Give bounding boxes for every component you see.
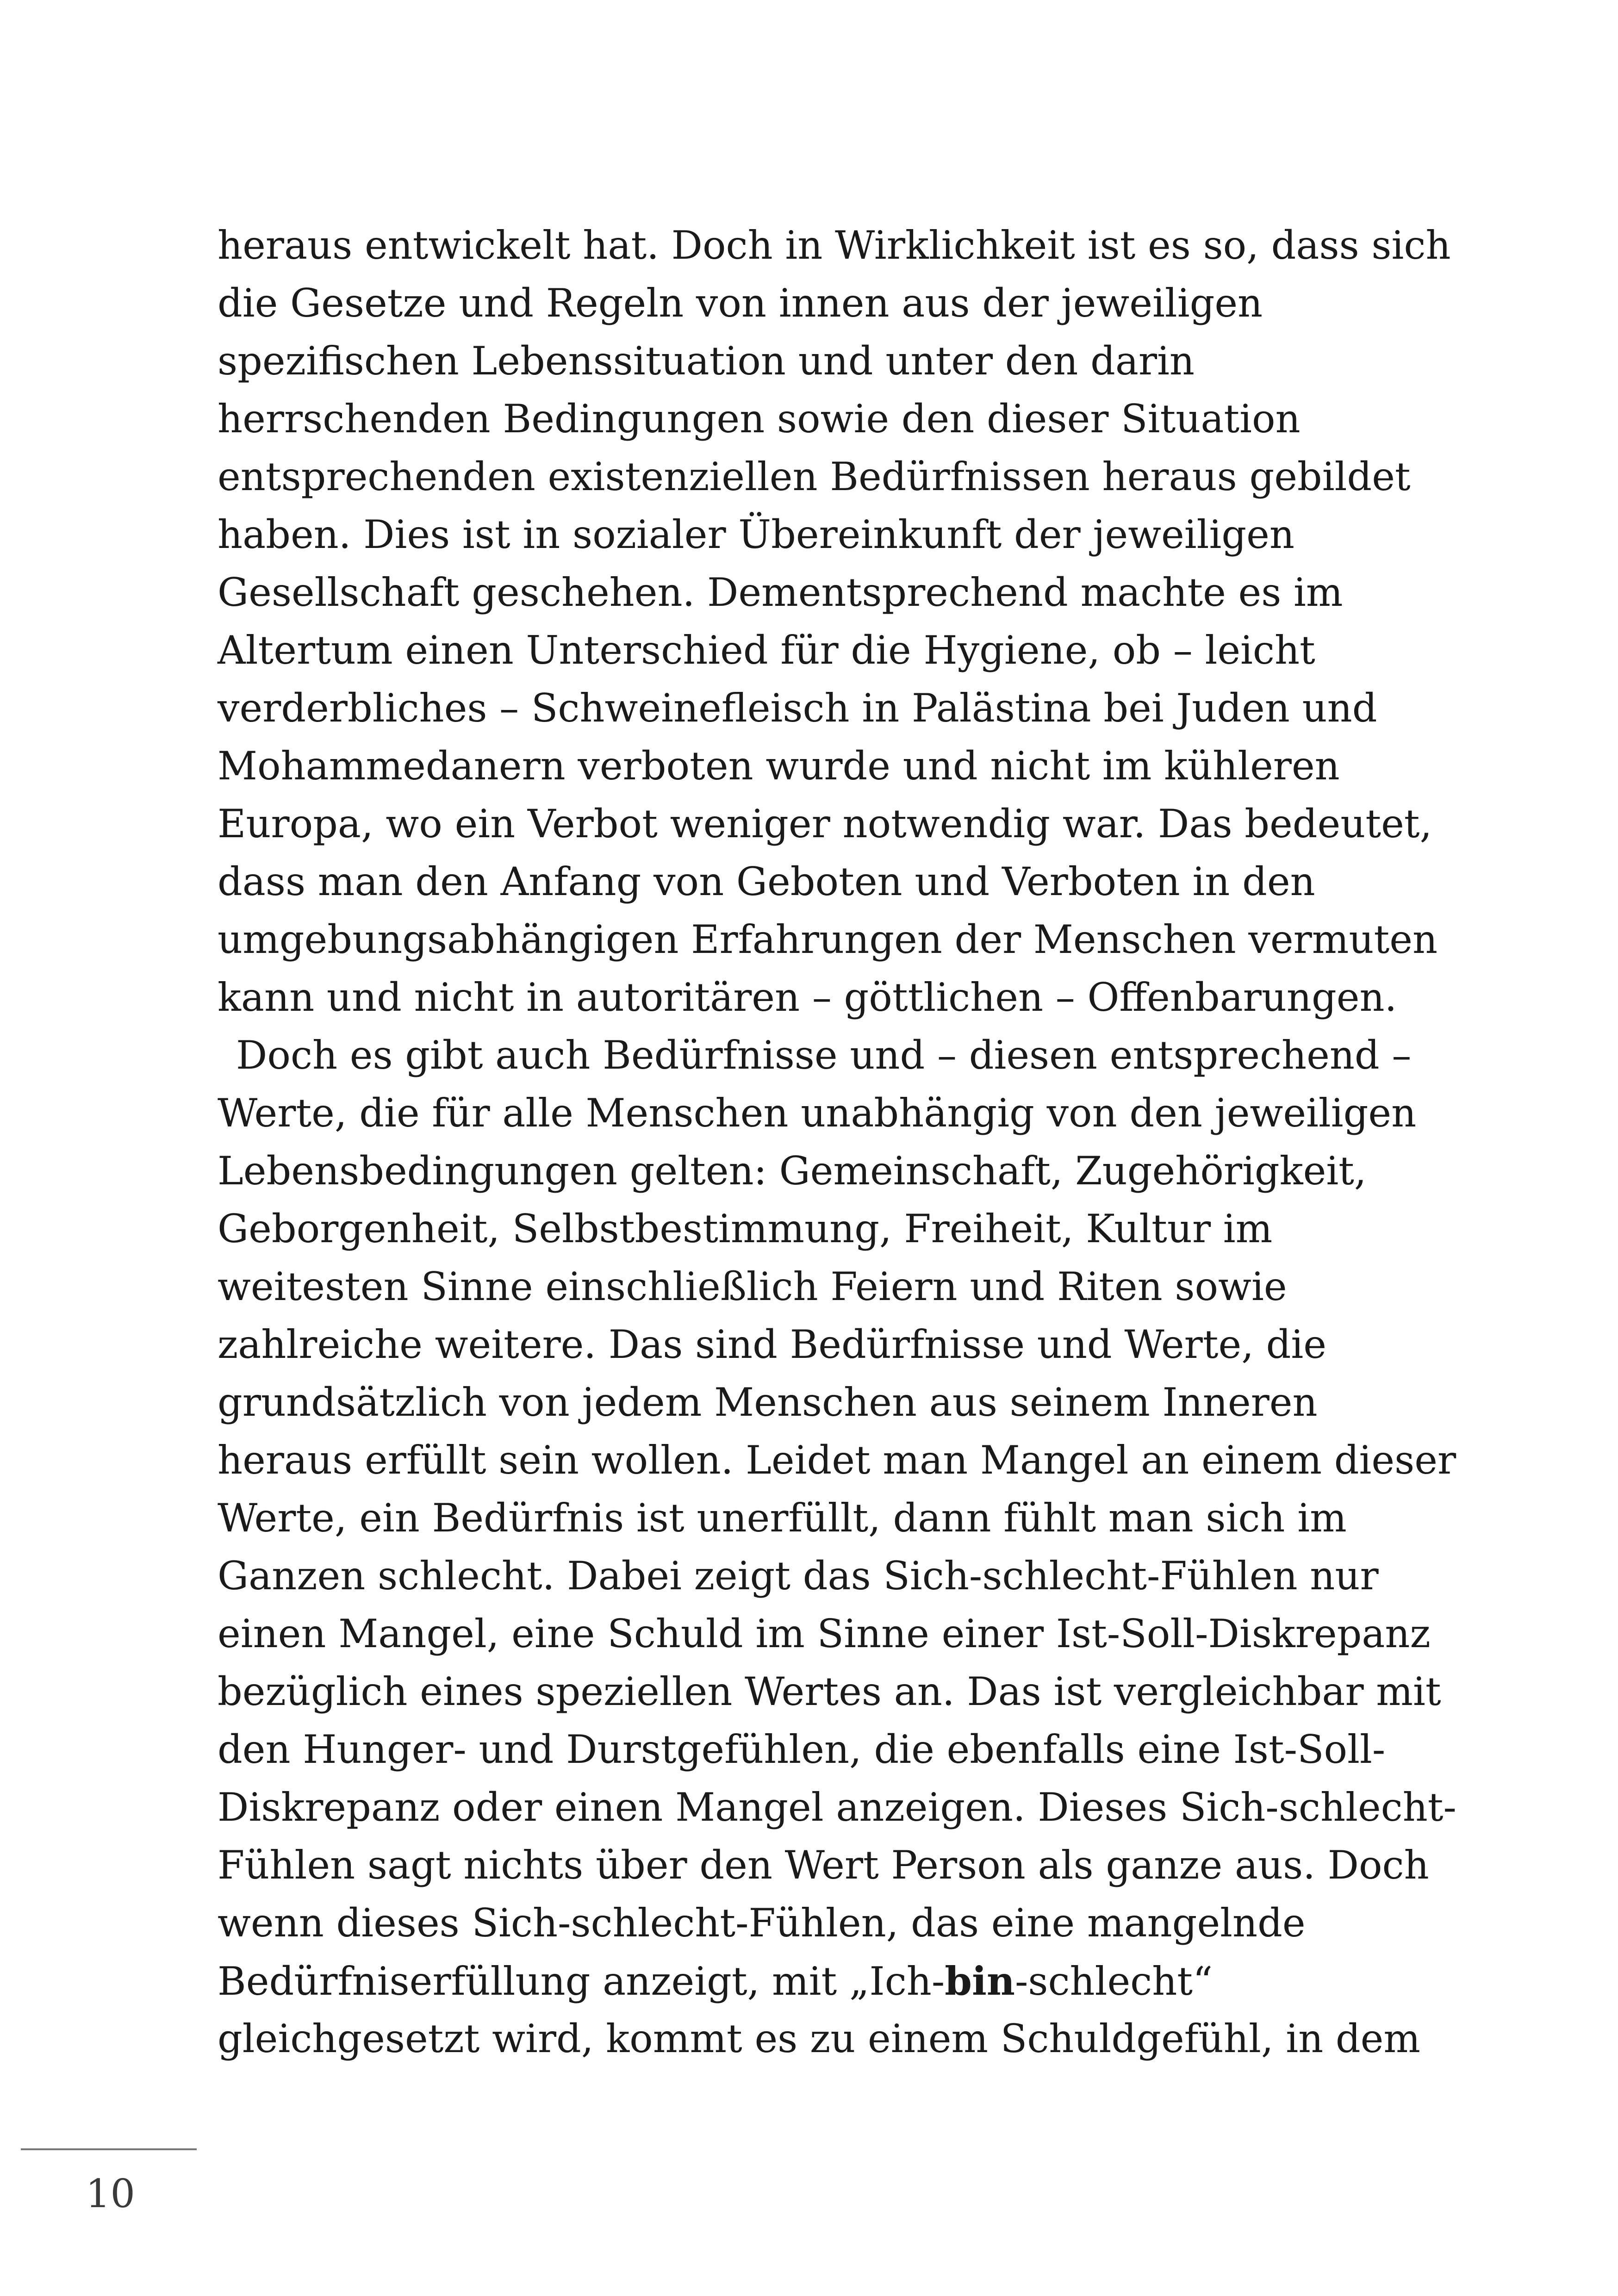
- text-line: heraus entwickelt hat. Doch in Wirklichkeit ist es so, dass sich: [218, 223, 1451, 268]
- text-line: grundsätzlich von jedem Menschen aus seinem Inneren: [218, 1380, 1318, 1425]
- text-line: zahlreiche weitere. Das sind Bedürfnisse und Werte, die: [218, 1322, 1326, 1367]
- page-number: 10: [86, 2171, 135, 2216]
- text-line: Mohammedanern verboten wurde und nicht im kühleren: [218, 743, 1340, 789]
- text-run: -schlecht“: [1014, 1959, 1213, 2004]
- text-run: Bedürfniserfüllung anzeigt, mit „Ich-: [218, 1959, 945, 2004]
- text-line: Lebensbedingungen gelten: Gemeinschaft, Zugehörigkeit,: [218, 1148, 1367, 1194]
- text-line: kann und nicht in autoritären – göttlichen – Offenbarungen.: [218, 975, 1397, 1020]
- text-line: Diskrepanz oder einen Mangel anzeigen. Dieses Sich-schlecht-: [218, 1785, 1456, 1830]
- text-line: entsprechenden existenziellen Bedürfnissen heraus gebildet: [218, 454, 1411, 499]
- text-line: [218, 1952, 1430, 2010]
- text-line: Werte, ein Bedürfnis ist unerfüllt, dann fühlt man sich im: [218, 1495, 1347, 1541]
- text-line: dass man den Anfang von Geboten und Verboten in den: [218, 859, 1315, 904]
- body-text: [218, 217, 1456, 2068]
- emphasis-bin: bin: [945, 1958, 1015, 2004]
- text-line: weitesten Sinne einschließlich Feiern und Riten sowie: [218, 1264, 1287, 1309]
- text-line: verderbliches – Schweinefleisch in Palästina bei Juden und: [218, 685, 1377, 731]
- text-line: herrschenden Bedingungen sowie den dieser Situation: [218, 396, 1301, 442]
- text-line: haben. Dies ist in sozialer Übereinkunft der jeweiligen: [218, 512, 1294, 557]
- text-line: spezifischen Lebenssituation und unter den darin: [218, 338, 1195, 384]
- text-line: Fühlen sagt nichts über den Wert Person als ganze aus. Doch: [218, 1842, 1429, 1888]
- text-line: die Gesetze und Regeln von innen aus der jeweiligen: [218, 280, 1263, 326]
- text-line: Altertum einen Unterschied für die Hygiene, ob – leicht: [218, 628, 1315, 673]
- text-line: Europa, wo ein Verbot weniger notwendig war. Das bedeutet,: [218, 801, 1432, 846]
- text-line: Geborgenheit, Selbstbestimmung, Freiheit, Kultur im: [218, 1206, 1273, 1251]
- text-line: gleichgesetzt wird, kommt es zu einem Schuldgefühl, in dem: [218, 2016, 1421, 2061]
- text-line: den Hunger- und Durstgefühlen, die ebenfalls eine Ist-Soll-: [218, 1727, 1386, 1772]
- text-line: umgebungsabhängigen Erfahrungen der Menschen vermuten: [218, 917, 1438, 962]
- paragraph-start-line: Doch es gibt auch Bedürfnisse und – diesen entsprechend –: [236, 1033, 1412, 1078]
- text-line: bezüglich eines speziellen Wertes an. Das ist vergleichbar mit: [218, 1669, 1441, 1714]
- text-line: einen Mangel, eine Schuld im Sinne einer Ist-Soll-Diskrepanz: [218, 1611, 1431, 1656]
- text-line: heraus erfüllt sein wollen. Leidet man Mangel an einem dieser: [218, 1437, 1456, 1483]
- text-line: Werte, die für alle Menschen unabhängig von den jeweiligen: [218, 1090, 1417, 1136]
- text-line: Gesellschaft geschehen. Dementsprechend machte es im: [218, 570, 1343, 615]
- text-line: Ganzen schlecht. Dabei zeigt das Sich-schlecht-Fühlen nur: [218, 1553, 1379, 1599]
- footer-rule: [21, 2148, 197, 2150]
- text-line: wenn dieses Sich-schlecht-Fühlen, das eine mangelnde: [218, 1900, 1306, 1946]
